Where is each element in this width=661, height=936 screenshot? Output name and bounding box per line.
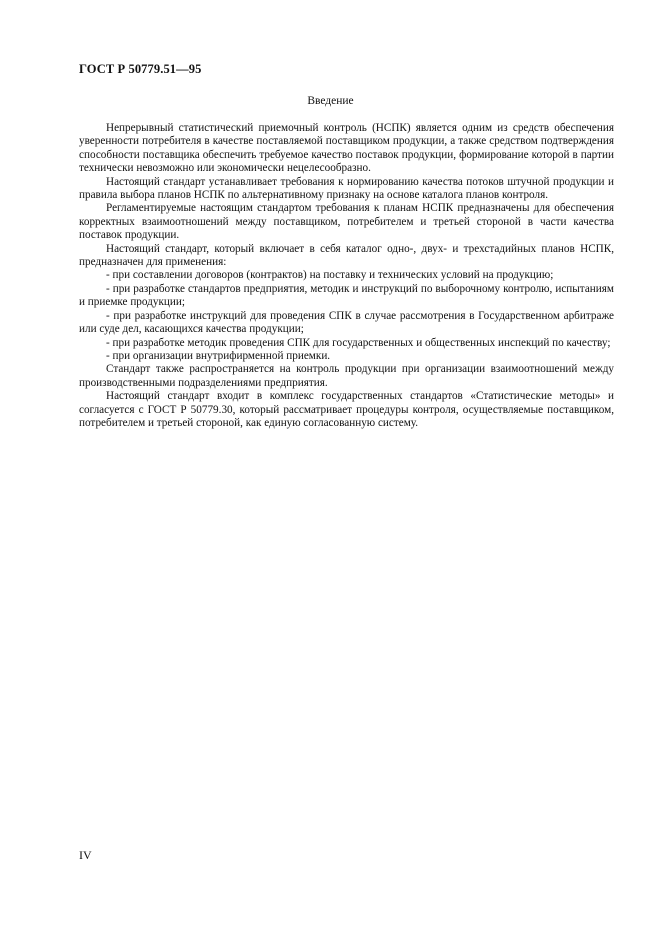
list-item-enterprise-standards: - при разработке стандартов предприятия, методик и инструкций по выборочному контролю, испытаниям и приемке продукции;	[79, 282, 614, 309]
paragraph-application: Настоящий стандарт, который включает в себя каталог одно-, двух- и трехстадийных планов НСПК, предназначен для применения:	[79, 242, 614, 269]
document-body	[79, 122, 614, 430]
section-title: Введение	[307, 95, 354, 107]
paragraph-requirements: Регламентируемые настоящим стандартом требования к планам НСПК предназначены для обеспечения корректных взаимоотношений между поставщиком, потребителем и третьей стороной в части качества поставок продукции.	[79, 202, 614, 242]
list-item-internal-acceptance: - при организации внутрифирменной приемки.	[106, 349, 331, 362]
page-number: IV	[79, 848, 92, 862]
paragraph-nspk-definition: Непрерывный статистический приемочный контроль (НСПК) является одним из средств обеспечения уверенности потребителя в качестве поставляемой поставщиком продукции, а также средством подтверждения способности поставщика обеспечить требуемое качество поставок продукции, формирование которой в партии технически невозможно или экономически нецелесообразно.	[79, 122, 614, 175]
list-item-inspections: - при разработке методик проведения СПК для государственных и общественных инспекций по качеству;	[106, 336, 611, 349]
paragraph-complex: Настоящий стандарт входит в комплекс государственных стандартов «Статистические методы» и согласуется с ГОСТ Р 50779.30, который рассматривает процедуры контроля, осуществляемые поставщиком, потребителем и третьей стороной, как единую согласованную систему.	[79, 390, 614, 429]
list-item-contracts: - при составлении договоров (контрактов) на поставку и технических условий на продукцию;	[106, 269, 554, 282]
paragraph-divisions: Стандарт также распространяется на контроль продукции при организации взаимоотношений между производственными подразделениями предприятия.	[79, 363, 614, 389]
document-header: ГОСТ Р 50779.51—95	[79, 62, 202, 76]
paragraph-scope: Настоящий стандарт устанавливает требования к нормированию качества потоков штучной продукции и правила выбора планов НСПК по альтернативному признаку на основе каталога планов контроля.	[79, 175, 614, 202]
list-item-arbitration: - при разработке инструкций для проведения СПК в случае рассмотрения в Государственном арбитраже или суде дел, касающихся качества продукции;	[79, 309, 614, 336]
